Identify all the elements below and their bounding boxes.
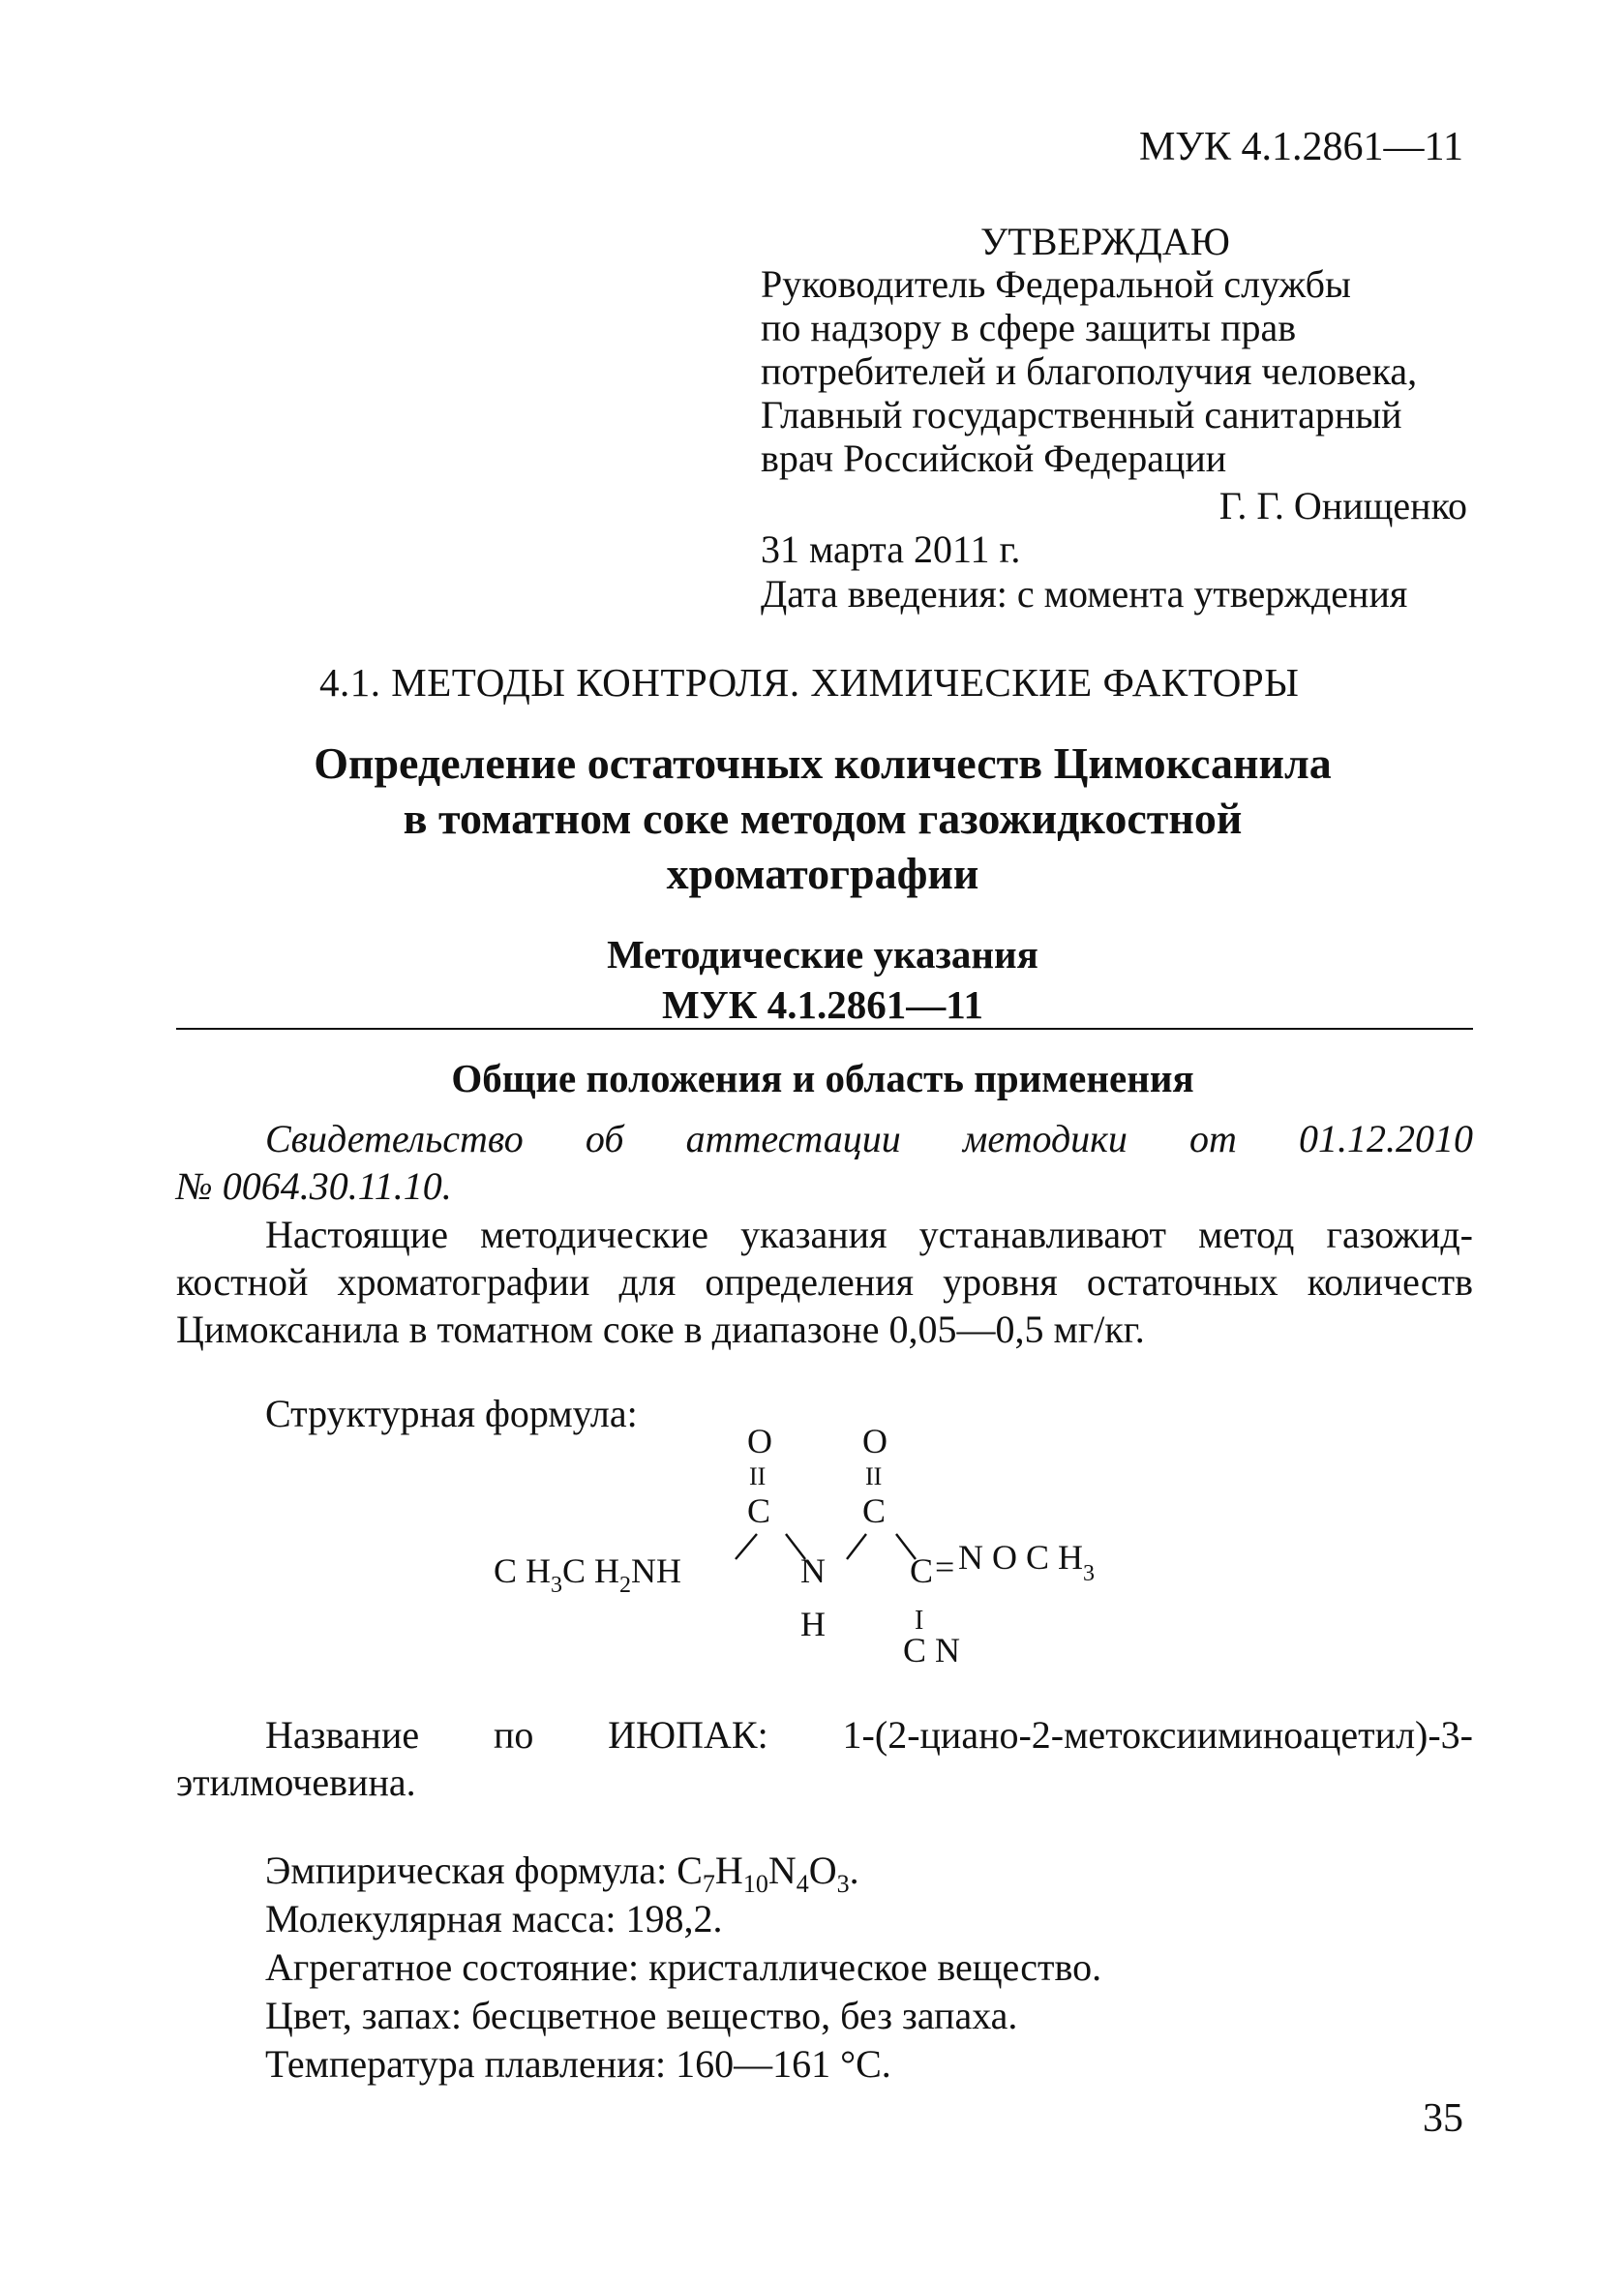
- approval-title: УТВЕРЖДАЮ: [980, 220, 1230, 263]
- certificate-paragraph: [176, 1115, 1473, 1210]
- approval-position-line: врач Российской Федерации: [761, 436, 1227, 480]
- melting-point: Температура плавления: 160—161 °C.: [265, 2042, 891, 2086]
- approval-position: [761, 262, 1417, 480]
- introduction-date: Дата введения: с момента утверждения: [761, 572, 1408, 616]
- formula-carbon-2: C: [862, 1491, 887, 1530]
- aggregate-state: Агрегатное состояние: кристаллическое вещество.: [265, 1945, 1102, 1989]
- formula-cn-group: C N: [903, 1631, 961, 1669]
- title-line: в томатном соке методом газожидкостной: [403, 794, 1243, 843]
- approval-position-line: Руководитель Федеральной службы: [761, 262, 1351, 306]
- formula-carbon-right: C: [910, 1551, 934, 1590]
- document-code: МУК 4.1.2861—11: [1138, 125, 1463, 169]
- empirical-formula: Эмпирическая формула: $C_7H_{10}N_4O_3$.: [265, 1849, 859, 1898]
- formula-hydrogen-center: H: [800, 1605, 826, 1643]
- iupac-word: 1-(2-циано-2-метоксииминоацетил)-3-: [842, 1713, 1473, 1757]
- certificate-word: от: [1189, 1117, 1237, 1160]
- certificate-line-1: [176, 1115, 1473, 1162]
- certificate-word: об: [585, 1117, 624, 1160]
- iupac-line-2: этилмочевина.: [176, 1760, 416, 1804]
- certificate-word: аттестации: [685, 1117, 901, 1160]
- formula-oxygen-2: O: [862, 1422, 887, 1460]
- formula-oxygen-1: O: [747, 1422, 772, 1460]
- formula-noch3-group: N O C $H_3$: [958, 1538, 1096, 1586]
- scope-line-1: Настоящие методические указания устанавливают метод газожид-: [265, 1213, 1473, 1256]
- page-number: 35: [1423, 2096, 1463, 2141]
- certificate-word: методики: [962, 1117, 1128, 1160]
- approval-position-line: потребителей и благополучия человека,: [761, 349, 1418, 393]
- title-line: хроматографии: [666, 849, 979, 898]
- subtitle-text: Методические указания: [607, 932, 1038, 977]
- approval-date: 31 марта 2011 г.: [761, 527, 1021, 571]
- iupac-word: Название: [265, 1713, 420, 1757]
- scope-line-3: Цимоксанила в томатном соке в диапазоне 0,05—0,5 мг/кг.: [176, 1308, 1145, 1351]
- molar-mass: Молекулярная масса: 198,2.: [265, 1897, 723, 1940]
- formula-double-bond-1: II: [749, 1462, 767, 1490]
- iupac-word: ИЮПАК:: [608, 1713, 768, 1757]
- approval-signer: Г. Г. Онищенко: [1218, 484, 1467, 527]
- structural-formula: [474, 1408, 1171, 1699]
- iupac-paragraph: [176, 1711, 1473, 1806]
- scope-line-2: костной хроматографии для определения уровня остаточных количеств: [176, 1260, 1473, 1304]
- document-title: [174, 736, 1471, 901]
- structural-formula-label: Структурная формула:: [265, 1392, 638, 1435]
- iupac-line-1: [176, 1711, 1473, 1759]
- formula-bond-n-c2: [847, 1534, 866, 1559]
- certificate-word: 01.12.2010: [1299, 1117, 1473, 1160]
- title-line: Определение остаточных количеств Цимоксанила: [314, 738, 1332, 788]
- approval-position-line: по надзору в сфере защиты прав: [761, 306, 1297, 349]
- general-heading: Общие положения и область применения: [451, 1056, 1194, 1100]
- scope-paragraph: [176, 1211, 1473, 1353]
- certificate-word: Свидетельство: [265, 1117, 524, 1160]
- certificate-line-2: № 0064.30.11.10.: [176, 1164, 452, 1208]
- formula-carbon-1: C: [747, 1491, 771, 1530]
- color-smell: Цвет, запах: бесцветное вещество, без запаха.: [265, 1994, 1018, 2037]
- title-divider: [176, 1028, 1473, 1030]
- formula-nitrogen-center: N: [800, 1551, 826, 1590]
- formula-ch3-group: C $H_3C$ $H_2NH$: [494, 1551, 682, 1598]
- section-header: 4.1. МЕТОДЫ КОНТРОЛЯ. ХИМИЧЕСКИЕ ФАКТОРЫ: [319, 660, 1300, 705]
- formula-bond-to-cn: I: [915, 1606, 924, 1636]
- iupac-word: по: [493, 1713, 534, 1757]
- subtitle-code: МУК 4.1.2861—11: [661, 982, 983, 1027]
- formula-bond-nh-c1: [736, 1534, 757, 1559]
- document-subtitle: [174, 929, 1471, 1030]
- formula-double-bond-2: II: [865, 1462, 883, 1490]
- formula-double-bond-sign: =: [935, 1548, 955, 1586]
- approval-position-line: Главный государственный санитарный: [761, 393, 1402, 436]
